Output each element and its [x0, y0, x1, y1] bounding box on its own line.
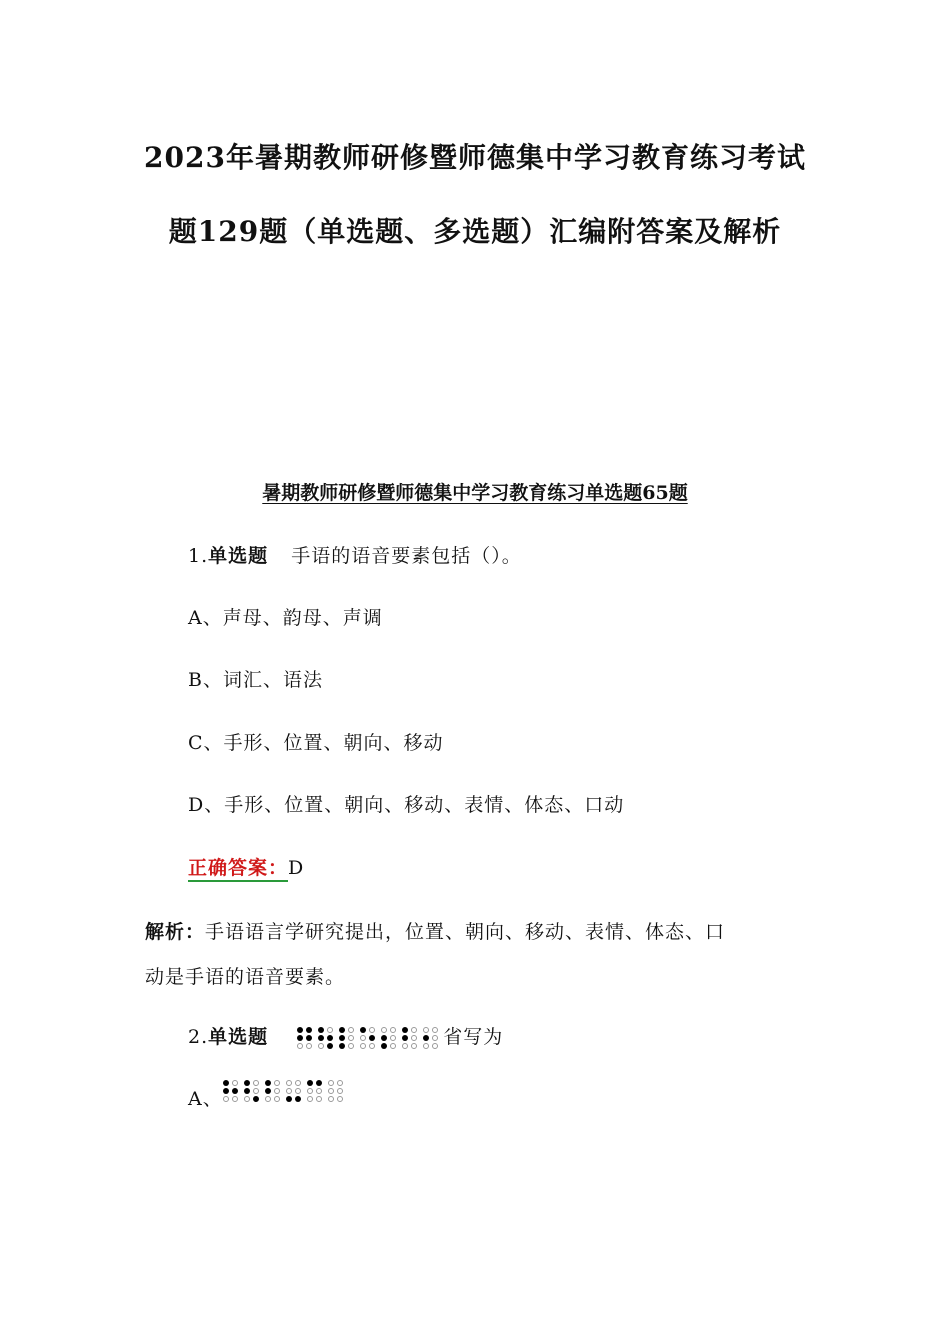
- braille-dot: [411, 1043, 417, 1049]
- answer-label: 正确答案：: [188, 857, 288, 882]
- braille-dot: [432, 1043, 438, 1049]
- braille-dot: [306, 1035, 312, 1041]
- braille-dot: [337, 1080, 343, 1086]
- braille-dot: [253, 1096, 259, 1102]
- braille-dot: [423, 1027, 429, 1033]
- braille-dot: [369, 1027, 375, 1033]
- q1-answer: [188, 853, 304, 880]
- braille-cell: [286, 1080, 302, 1103]
- braille-dot: [295, 1080, 301, 1086]
- braille-cell: [328, 1080, 344, 1103]
- braille-dot: [244, 1096, 250, 1102]
- braille-cell: [223, 1080, 239, 1103]
- q2-option-a-prefix: A、: [188, 1088, 223, 1110]
- braille-dot: [390, 1027, 396, 1033]
- q1-option-a: A、声母、韵母、声调: [188, 607, 383, 629]
- braille-dot: [327, 1043, 333, 1049]
- braille-dot: [265, 1096, 271, 1102]
- braille-dot: [286, 1080, 292, 1086]
- braille-dot: [253, 1080, 259, 1086]
- braille-dot: [318, 1035, 324, 1041]
- section-title: 暑期教师研修暨师德集中学习教育练习单选题65题: [262, 482, 688, 504]
- braille-dot: [274, 1080, 280, 1086]
- braille-dot: [307, 1080, 313, 1086]
- braille-dot: [286, 1088, 292, 1094]
- braille-cell: [402, 1027, 418, 1050]
- braille-dot: [223, 1096, 229, 1102]
- q2-stem-suffix: 省写为: [443, 1026, 504, 1048]
- braille-dot: [295, 1096, 301, 1102]
- q1-type: 单选题: [208, 545, 269, 567]
- braille-dot: [232, 1096, 238, 1102]
- q1-option-b: B、词汇、语法: [188, 669, 323, 691]
- q2-number: 2.: [188, 1026, 209, 1048]
- braille-dot: [402, 1035, 408, 1041]
- braille-dot: [381, 1043, 387, 1049]
- braille-dot: [265, 1088, 271, 1094]
- braille-dot: [339, 1027, 345, 1033]
- braille-dot: [297, 1027, 303, 1033]
- q2-stem: [188, 1022, 503, 1050]
- braille-dot: [360, 1027, 366, 1033]
- braille-dot: [360, 1035, 366, 1041]
- document-title-line1: 2023年暑期教师研修暨师德集中学习教育练习考试: [144, 141, 806, 174]
- braille-dot: [390, 1035, 396, 1041]
- q1-option-c: C、手形、位置、朝向、移动: [188, 732, 444, 754]
- braille-dot: [286, 1096, 292, 1102]
- braille-dot: [223, 1088, 229, 1094]
- braille-dot: [411, 1035, 417, 1041]
- braille-dot: [432, 1035, 438, 1041]
- braille-dot: [381, 1027, 387, 1033]
- braille-dot: [306, 1043, 312, 1049]
- braille-cell: [339, 1027, 355, 1050]
- braille-dot: [369, 1043, 375, 1049]
- braille-dot: [316, 1088, 322, 1094]
- q2-type: 单选题: [208, 1026, 269, 1048]
- braille-dot: [411, 1027, 417, 1033]
- braille-dot: [253, 1088, 259, 1094]
- braille-dot: [244, 1088, 250, 1094]
- braille-cell: [360, 1027, 376, 1050]
- braille-cell: [297, 1027, 313, 1050]
- braille-dot: [337, 1088, 343, 1094]
- braille-dot: [337, 1096, 343, 1102]
- braille-dot: [339, 1035, 345, 1041]
- braille-cell: [265, 1080, 281, 1103]
- braille-dot: [402, 1027, 408, 1033]
- answer-value: D: [288, 857, 305, 879]
- braille-dot: [369, 1035, 375, 1041]
- braille-dot: [274, 1096, 280, 1102]
- braille-dot: [318, 1027, 324, 1033]
- q1-stem-text: 手语的语音要素包括（）。: [291, 545, 522, 567]
- q1-option-d: D、手形、位置、朝向、移动、表情、体态、口动: [188, 794, 625, 816]
- q2-option-a: [188, 1084, 344, 1111]
- document-title-line2: 题129题（单选题、多选题）汇编附答案及解析: [168, 215, 782, 248]
- braille-dot: [327, 1035, 333, 1041]
- braille-dot: [244, 1080, 250, 1086]
- braille-cell: [423, 1027, 439, 1050]
- braille-dot: [360, 1043, 366, 1049]
- braille-dot: [232, 1088, 238, 1094]
- braille-dot: [402, 1043, 408, 1049]
- braille-dot: [265, 1080, 271, 1086]
- q1-analysis-line2: 动是手语的语音要素。: [145, 966, 346, 988]
- braille-dot: [307, 1088, 313, 1094]
- braille-option-a-image: [223, 1080, 344, 1103]
- braille-dot: [432, 1027, 438, 1033]
- analysis-label: 解析：: [145, 921, 206, 943]
- braille-dot: [328, 1088, 334, 1094]
- braille-dot: [348, 1027, 354, 1033]
- braille-dot: [297, 1043, 303, 1049]
- braille-dot: [348, 1035, 354, 1041]
- q1-stem: [188, 541, 522, 568]
- braille-dot: [423, 1035, 429, 1041]
- braille-dot: [327, 1027, 333, 1033]
- braille-dot: [297, 1035, 303, 1041]
- braille-stem-image: [297, 1027, 439, 1050]
- braille-cell: [381, 1027, 397, 1050]
- braille-dot: [328, 1080, 334, 1086]
- q1-number: 1.: [188, 545, 209, 567]
- braille-dot: [348, 1043, 354, 1049]
- braille-dot: [423, 1043, 429, 1049]
- braille-dot: [306, 1027, 312, 1033]
- braille-dot: [307, 1096, 313, 1102]
- braille-dot: [339, 1043, 345, 1049]
- braille-dot: [381, 1035, 387, 1041]
- braille-dot: [232, 1080, 238, 1086]
- braille-dot: [223, 1080, 229, 1086]
- braille-dot: [328, 1096, 334, 1102]
- braille-dot: [274, 1088, 280, 1094]
- braille-dot: [318, 1043, 324, 1049]
- braille-dot: [390, 1043, 396, 1049]
- analysis-text: 手语语言学研究提出，位置、朝向、移动、表情、体态、口: [205, 921, 726, 943]
- braille-cell: [307, 1080, 323, 1103]
- q1-analysis-line1: [145, 917, 725, 944]
- braille-cell: [244, 1080, 260, 1103]
- braille-cell: [318, 1027, 334, 1050]
- braille-dot: [316, 1080, 322, 1086]
- braille-dot: [316, 1096, 322, 1102]
- braille-dot: [295, 1088, 301, 1094]
